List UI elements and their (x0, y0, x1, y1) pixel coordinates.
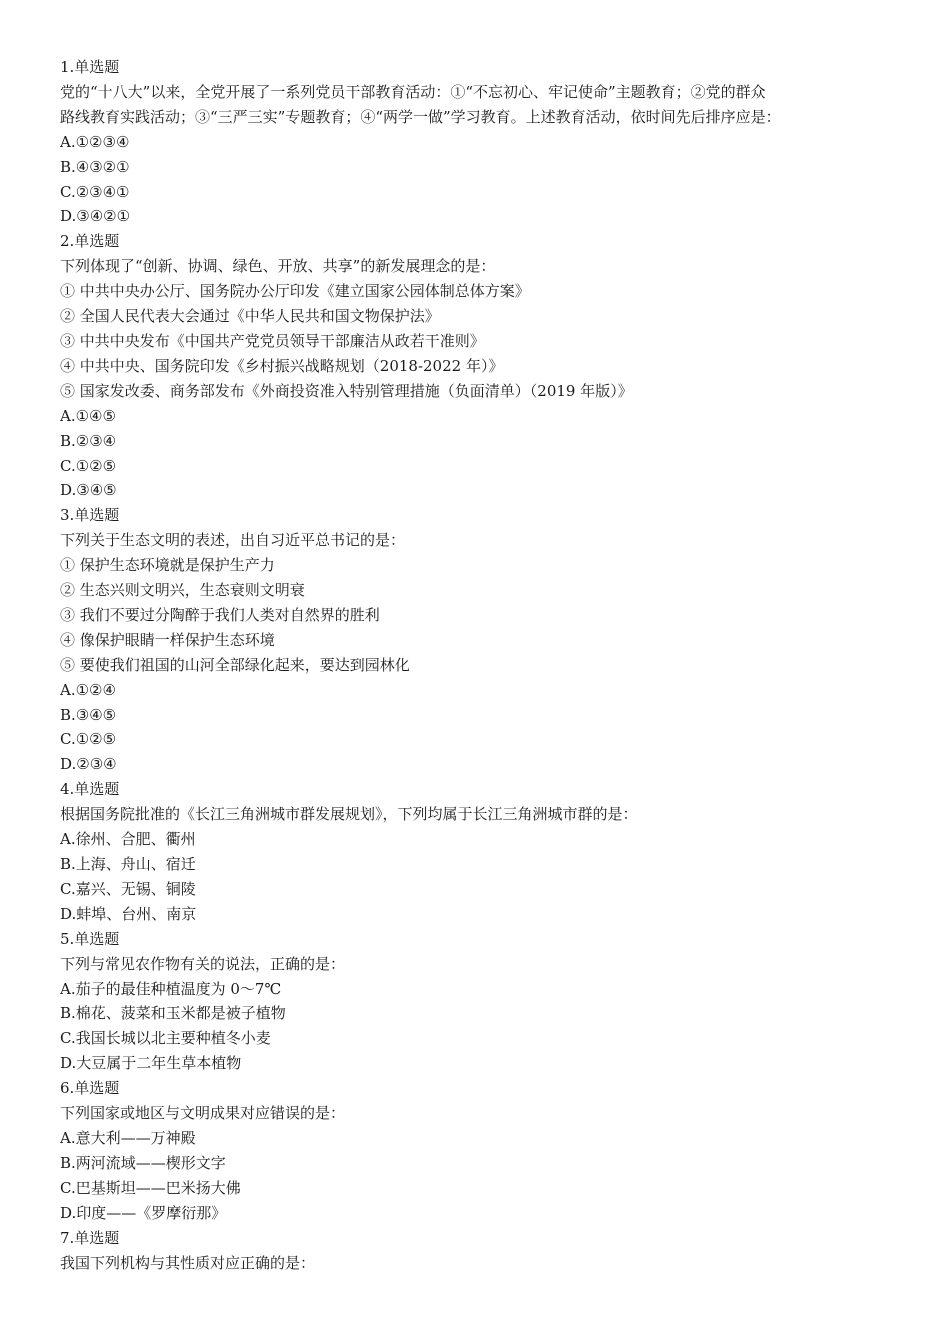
answer-option: B.④③②① (60, 157, 130, 176)
answer-option: D.③④⑤ (60, 481, 117, 500)
answer-option: D.③④②① (60, 207, 131, 226)
answer-option: C.我国长城以北主要种植冬小麦 (60, 1029, 271, 1048)
statement-item: ① 中共中央办公厅、国务院办公厅印发《建立国家公园体制总体方案》 (60, 282, 530, 301)
answer-option: A.茄子的最佳种植温度为 0～7℃ (60, 979, 282, 998)
question-block (60, 503, 890, 777)
answer-option: B.棉花、菠菜和玉米都是被子植物 (60, 1004, 286, 1023)
question-stem: 下列关于生态文明的表述，出自习近平总书记的是： (60, 531, 406, 550)
question-stem: 下列与常见农作物有关的说法，正确的是： (60, 954, 346, 973)
answer-option: B.两河流域——楔形文字 (60, 1153, 226, 1172)
exam-document (60, 55, 890, 1275)
statement-item: ⑤ 要使我们祖国的山河全部绿化起来，要达到园林化 (60, 655, 410, 674)
statement-item: ④ 中共中央、国务院印发《乡村振兴战略规划（2018-2022 年）》 (60, 356, 504, 375)
question-stem: 下列体现了“创新、协调、绿色、开放、共享”的新发展理念的是： (60, 257, 496, 276)
question-block (60, 229, 890, 503)
statement-item: ③ 中共中央发布《中国共产党党员领导干部廉洁从政若干准则》 (60, 331, 485, 350)
question-header: 4.单选题 (60, 780, 120, 799)
statement-item: ② 全国人民代表大会通过《中华人民共和国文物保护法》 (60, 307, 440, 326)
answer-option: D.②③④ (60, 755, 117, 774)
question-stem: 党的“十八大”以来，全党开展了一系列党员干部教育活动：①“不忘初心、牢记使命”主题教育；②党的群众 (60, 82, 766, 101)
question-block (60, 1226, 890, 1276)
question-stem: 根据国务院批准的《长江三角洲城市群发展规划》，下列均属于长江三角洲城市群的是： (60, 805, 638, 824)
question-header: 6.单选题 (60, 1079, 120, 1098)
answer-option: A.①④⑤ (60, 406, 116, 425)
answer-option: D.大豆属于二年生草本植物 (60, 1054, 242, 1073)
answer-option: A.意大利——万神殿 (60, 1128, 196, 1147)
answer-option: C.①②⑤ (60, 730, 117, 749)
answer-option: C.巴基斯坦——巴米扬大佛 (60, 1178, 241, 1197)
answer-option: B.③④⑤ (60, 705, 117, 724)
statement-item: ④ 像保护眼睛一样保护生态环境 (60, 630, 275, 649)
question-block (60, 777, 890, 926)
answer-option: C.①②⑤ (60, 456, 117, 475)
question-stem: 路线教育实践活动；③“三严三实”专题教育；④“两学一做”学习教育。上述教育活动，依时间先后排序应是： (60, 107, 781, 126)
question-header: 1.单选题 (60, 58, 120, 76)
answer-option: D.蚌埠、台州、南京 (60, 904, 197, 923)
question-stem: 下列国家或地区与文明成果对应错误的是： (60, 1104, 346, 1123)
question-stem: 我国下列机构与其性质对应正确的是： (60, 1253, 316, 1272)
answer-option: A.①②③④ (60, 132, 130, 151)
answer-option: A.徐州、合肥、衢州 (60, 830, 196, 849)
answer-option: C.②③④① (60, 182, 130, 201)
answer-option: B.②③④ (60, 431, 117, 450)
question-block (60, 1076, 890, 1225)
question-header: 7.单选题 (60, 1228, 120, 1247)
statement-item: ② 生态兴则文明兴，生态衰则文明衰 (60, 581, 305, 600)
question-header: 3.单选题 (60, 506, 120, 525)
statement-item: ① 保护生态环境就是保护生产力 (60, 556, 275, 575)
statement-item: ③ 我们不要过分陶醉于我们人类对自然界的胜利 (60, 605, 380, 624)
question-block (60, 55, 890, 229)
question-header: 5.单选题 (60, 929, 120, 948)
answer-option: A.①②④ (60, 680, 116, 699)
statement-item: ⑤ 国家发改委、商务部发布《外商投资准入特别管理措施（负面清单）（2019 年版）》 (60, 381, 633, 400)
question-block (60, 927, 890, 1076)
question-header: 2.单选题 (60, 232, 120, 251)
answer-option: B.上海、舟山、宿迁 (60, 855, 196, 873)
answer-option: D.印度——《罗摩衍那》 (60, 1203, 227, 1222)
answer-option: C.嘉兴、无锡、铜陵 (60, 879, 196, 898)
